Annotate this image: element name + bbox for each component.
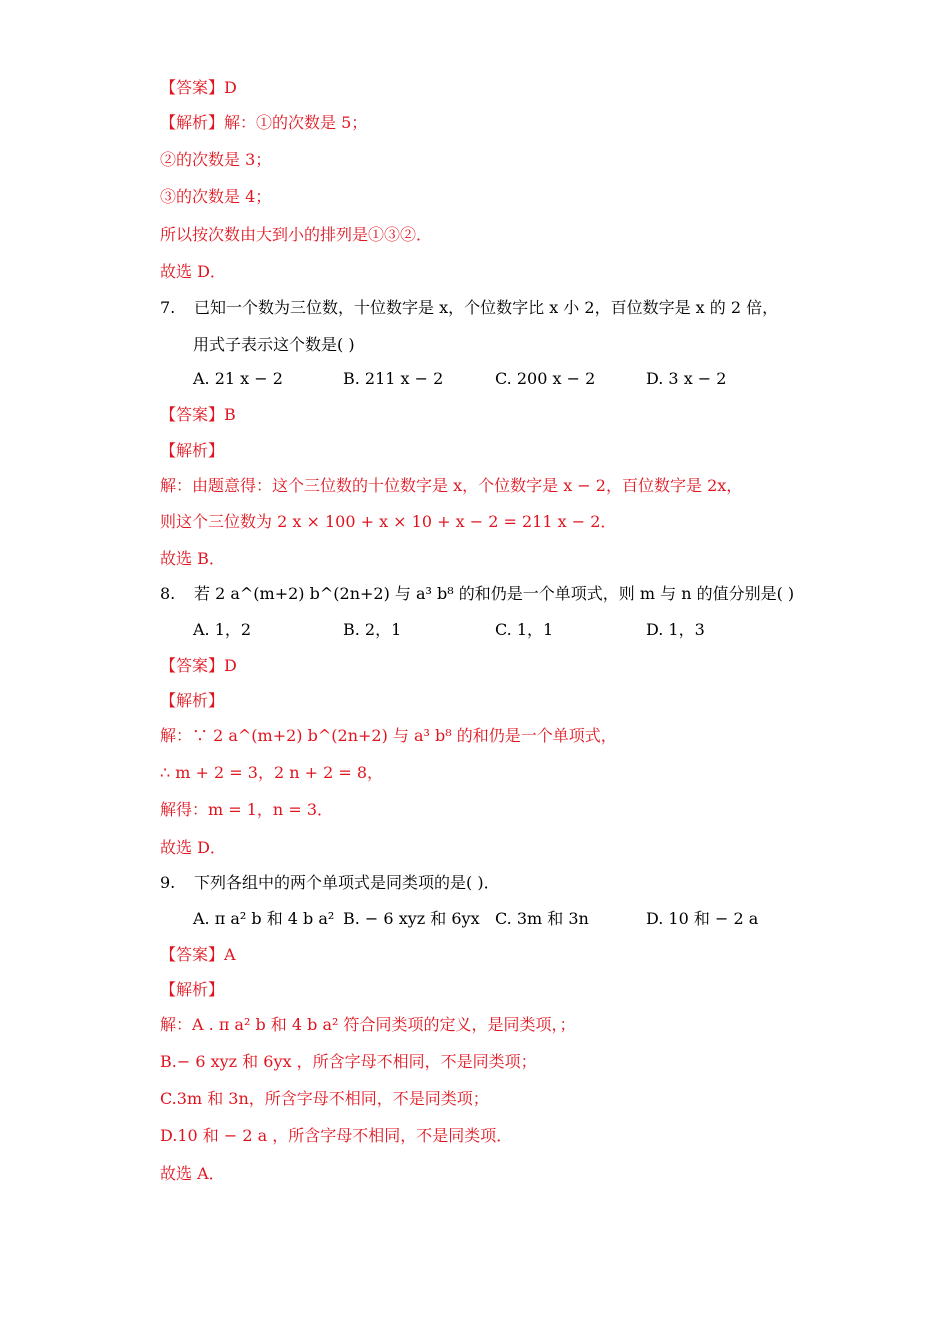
q7-answer: 【答案】B [160,405,236,424]
q6-analysis-line: ②的次数是 3； [160,150,272,169]
q7-option-d: D. 3 x − 2 [646,369,727,388]
q8-analysis-label: 【解析】 [160,691,225,710]
q9-options [193,908,793,930]
q6-answer: 【答案】D [160,78,237,97]
q7-conclusion: 故选 B． [160,549,225,568]
q7-analysis-line: 则这个三位数为 2 x × 100 + x × 10 + x − 2 = 211 x − 2． [160,512,617,531]
q7-analysis-label: 【解析】 [160,441,225,460]
q8-answer: 【答案】D [160,656,237,675]
q7-stem [160,297,778,319]
q9-stem-text: 下列各组中的两个单项式是同类项的是( )． [194,873,500,892]
q9-analysis-label: 【解析】 [160,980,225,999]
q9-analysis-line: C.3m 和 3n，所含字母不相同，不是同类项； [160,1089,489,1108]
q8-analysis-line: 解：∵ 2 a^(m+2) b^(2n+2) 与 a³ b⁸ 的和仍是一个单项式， [160,726,617,745]
q8-stem-text: 若 2 a^(m+2) b^(2n+2) 与 a³ b⁸ 的和仍是一个单项式，则 m 与 n 的值分别是( ) [194,584,795,603]
q8-option-c: C. 1，1 [495,620,554,639]
q7-number: 7. [160,298,176,317]
q9-analysis-line: 解：A . π a² b 和 4 b a² 符合同类项的定义，是同类项，； [160,1015,576,1034]
q9-option-b: B. − 6 xyz 和 6yx [343,909,480,928]
q9-analysis-line: B.− 6 xyz 和 6yx ，所含字母不相同，不是同类项； [160,1052,537,1071]
q7-stem-line1: 已知一个数为三位数，十位数字是 x，个位数字比 x 小 2，百位数字是 x 的 2 倍， [194,298,779,317]
q8-option-d: D. 1，3 [646,620,705,639]
q6-analysis-line: 所以按次数由大到小的排列是①③②． [160,225,433,244]
q6-conclusion: 故选 D． [160,262,226,281]
q9-option-c: C. 3m 和 3n [495,909,589,928]
q7-option-b: B. 211 x − 2 [343,369,444,388]
q8-analysis-line: ∴ m + 2 = 3，2 n + 2 = 8， [160,763,384,782]
q8-options [193,619,793,641]
q8-option-b: B. 2，1 [343,620,402,639]
q8-stem [160,583,794,605]
q7-option-a: A. 21 x − 2 [193,369,283,388]
q9-option-a: A. π a² b 和 4 b a² [193,909,335,928]
q7-analysis-line: 解：由题意得：这个三位数的十位数字是 x，个位数字是 x − 2，百位数字是 2x， [160,476,743,495]
q9-answer: 【答案】A [160,945,236,964]
q9-conclusion: 故选 A． [160,1164,225,1183]
q8-number: 8. [160,584,176,603]
q9-number: 9. [160,873,176,892]
q8-option-a: A. 1，2 [193,620,252,639]
q7-stem-line2: 用式子表示这个数是( ) [193,335,355,354]
q9-analysis-line: D.10 和 − 2 a ，所含字母不相同，不是同类项． [160,1126,513,1145]
q6-analysis-intro: 【解析】解：①的次数是 5； [160,113,368,132]
q8-analysis-line: 解得：m = 1，n = 3． [160,800,333,819]
q7-option-c: C. 200 x − 2 [495,369,596,388]
q8-conclusion: 故选 D． [160,838,226,857]
q6-analysis-line: ③的次数是 4； [160,187,272,206]
q9-stem [160,872,500,894]
q9-option-d: D. 10 和 − 2 a [646,909,759,928]
q7-options [193,368,793,390]
